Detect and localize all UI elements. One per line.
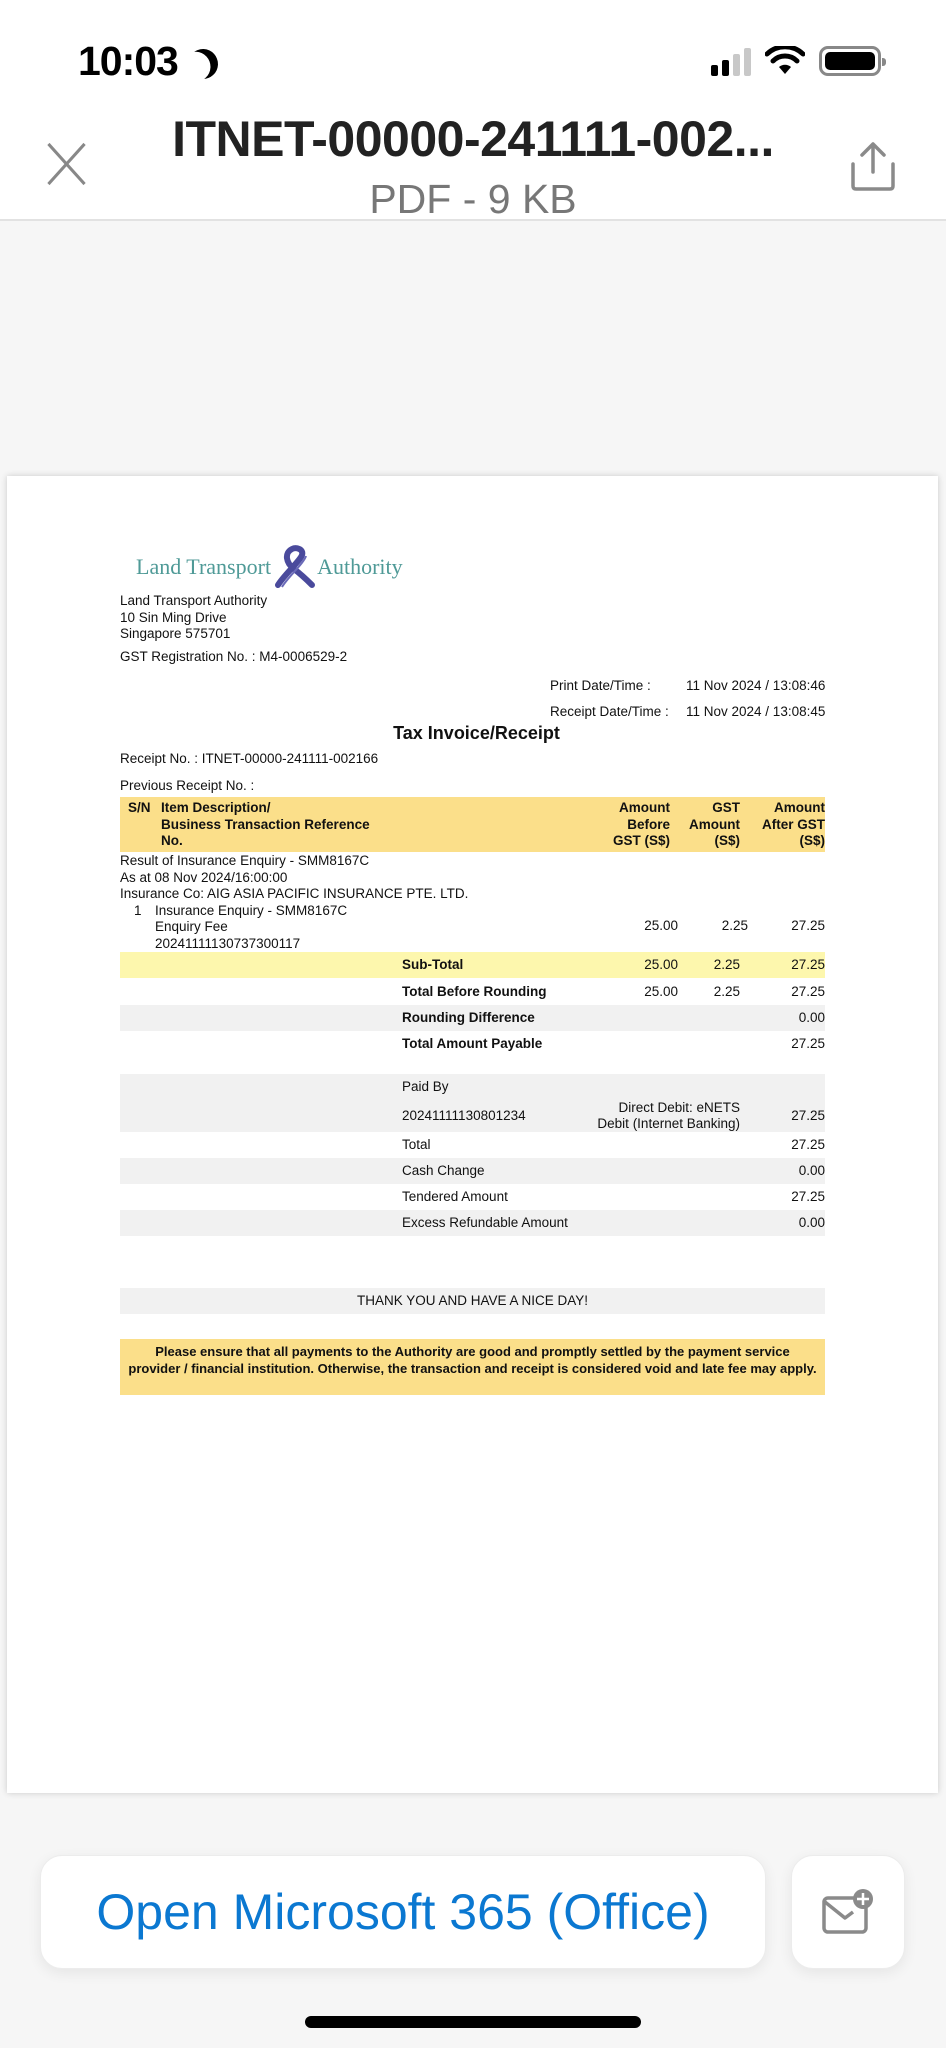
payment-method-line: Direct Debit: eNETS: [618, 1100, 740, 1115]
header-sn: S/N: [128, 800, 151, 815]
row-after-gst: 0.00: [798, 1010, 825, 1025]
header-line: (S$): [714, 833, 740, 848]
row-gst: 2.25: [713, 957, 740, 972]
header-line: GST: [712, 800, 740, 815]
line-item-gst: 2.25: [721, 918, 748, 933]
paid-by-label: Paid By: [402, 1079, 449, 1094]
payment-notice: Please ensure that all payments to the Authority are good and promptly settled by the payment service provider / financial institution. Otherwise, the transaction and receipt is considered void and late fee may apply.: [120, 1339, 825, 1395]
row-label: Sub-Total: [402, 957, 464, 972]
pdf-page[interactable]: [7, 476, 938, 1793]
thank-you-banner: THANK YOU AND HAVE A NICE DAY!: [120, 1288, 825, 1314]
subtotal-row: [120, 952, 825, 978]
document-title: ITNET-00000-241111-002...: [172, 111, 774, 167]
address-line: Singapore 575701: [120, 626, 231, 641]
row-label: Total Amount Payable: [402, 1036, 543, 1051]
receipt-number: Receipt No. : ITNET-00000-241111-002166: [120, 751, 379, 766]
payment-total-row: [120, 1132, 825, 1158]
logo-left-text: Land Transport: [136, 554, 272, 579]
invoice-title: Tax Invoice/Receipt: [393, 723, 560, 743]
row-label: Rounding Difference: [402, 1010, 535, 1025]
home-indicator[interactable]: [305, 2016, 641, 2028]
group-line: Result of Insurance Enquiry - SMM8167C: [120, 853, 370, 868]
group-line: As at 08 Nov 2024/16:00:00: [120, 869, 288, 885]
address-line: Land Transport Authority: [120, 593, 268, 608]
header-gst-amount: [689, 800, 740, 850]
share-icon[interactable]: [848, 140, 898, 192]
document-subtitle: PDF - 9 KB: [369, 176, 577, 222]
moon-icon: [184, 44, 222, 82]
rounding-difference-row: [120, 1005, 825, 1031]
receipt-datetime-label: Receipt Date/Time :: [550, 704, 669, 719]
row-before-gst: 25.00: [644, 957, 678, 972]
line-item-reference: 20241111130737300117: [155, 935, 301, 951]
company-address: [120, 593, 267, 643]
header-amount-after-gst: [762, 800, 825, 850]
address-line: 10 Sin Ming Drive: [120, 609, 227, 625]
row-value: 27.25: [791, 1137, 825, 1152]
total-amount-payable-row: [120, 1031, 825, 1057]
tendered-amount-row: [120, 1184, 825, 1210]
row-value: 27.25: [791, 1189, 825, 1204]
header-line: Amount: [689, 816, 740, 832]
header-line: GST (S$): [612, 833, 670, 848]
header-line: Amount: [619, 800, 670, 815]
line-item-after-gst: 27.25: [791, 918, 825, 933]
row-after-gst: 27.25: [791, 957, 825, 972]
row-label: Excess Refundable Amount: [402, 1215, 568, 1230]
line-item-amounts: [120, 918, 833, 936]
payment-method-line: Debit (Internet Banking): [597, 1116, 740, 1131]
row-after-gst: 27.25: [791, 1036, 825, 1051]
gst-registration: GST Registration No. : M4-0006529-2: [120, 649, 348, 664]
row-label: Total Before Rounding: [402, 984, 547, 999]
table-header: [120, 797, 825, 852]
print-datetime-value: 11 Nov 2024 / 13:08:46: [686, 678, 826, 693]
row-label: Tendered Amount: [402, 1189, 508, 1204]
paid-by-row: [120, 1074, 825, 1132]
header-line: (S$): [799, 833, 825, 848]
row-value: 0.00: [798, 1163, 825, 1178]
row-label: Total: [402, 1137, 431, 1152]
payment-method: [597, 1100, 740, 1132]
ribbon-logo-icon: [272, 545, 316, 589]
signal-icon: [711, 46, 751, 76]
row-before-gst: 25.00: [644, 984, 678, 999]
status-time: [78, 38, 218, 85]
row-gst: 2.25: [713, 984, 740, 999]
print-datetime-label: Print Date/Time :: [550, 678, 651, 693]
header-desc-line: Business Transaction Reference: [161, 816, 370, 832]
mail-add-button[interactable]: [791, 1855, 905, 1969]
open-microsoft-365-button[interactable]: Open Microsoft 365 (Office): [40, 1855, 766, 1969]
battery-icon: [819, 46, 881, 76]
header-line: Amount: [774, 800, 825, 815]
header-line: Before: [627, 816, 670, 832]
header-line: After GST: [761, 816, 825, 832]
group-line: Insurance Co: AIG ASIA PACIFIC INSURANCE PTE. LTD.: [120, 886, 469, 901]
header-desc-line: Item Description/: [161, 800, 271, 815]
row-after-gst: 27.25: [791, 984, 825, 999]
line-item-sn: 1: [134, 902, 142, 918]
line-item-fee: Enquiry Fee: [155, 919, 228, 934]
row-value: 0.00: [798, 1215, 825, 1230]
receipt-datetime-value: 11 Nov 2024 / 13:08:45: [686, 704, 826, 719]
time-text: 10:03: [78, 38, 178, 84]
cash-change-row: [120, 1158, 825, 1184]
excess-refundable-row: [120, 1210, 825, 1236]
header-amount-before-gst: [613, 800, 670, 850]
lta-logo: [136, 545, 403, 589]
dates-block: [550, 673, 825, 725]
wifi-icon: [765, 46, 805, 76]
row-label: Cash Change: [402, 1163, 485, 1178]
payment-amount: 27.25: [791, 1108, 825, 1123]
mail-add-icon: [821, 1888, 875, 1936]
status-icons: [711, 46, 881, 76]
header-description: [161, 800, 370, 850]
line-item-before-gst: 25.00: [644, 918, 678, 933]
total-before-rounding-row: [120, 979, 825, 1005]
payment-transaction-ref: 20241111130801234: [402, 1108, 526, 1123]
logo-right-text: Authority: [317, 554, 403, 579]
top-bar: [0, 0, 946, 221]
previous-receipt-number: Previous Receipt No. :: [120, 778, 255, 793]
line-item-desc: Insurance Enquiry - SMM8167C: [155, 902, 348, 918]
header-desc-line: No.: [161, 833, 183, 848]
line-item: [120, 903, 468, 920]
line-item-group: [120, 853, 468, 952]
